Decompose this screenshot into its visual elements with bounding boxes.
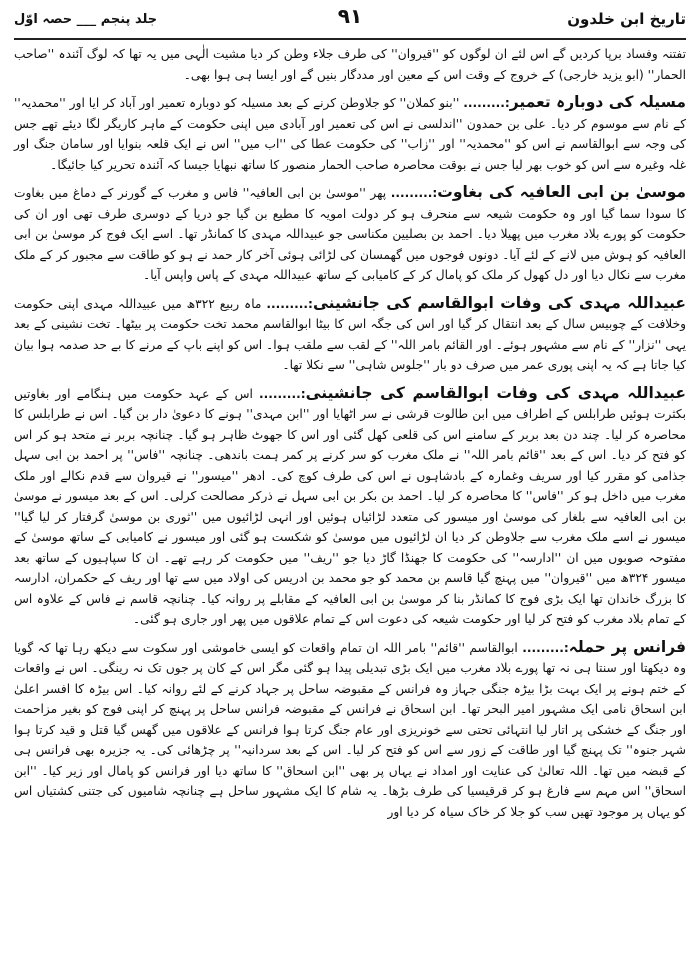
page-body (10, 40, 690, 822)
paragraph-text: ''بنو کملان'' کو جلاوطن کرنے کے بعد مسیلہ کو دوبارہ تعمیر اور آباد کر ایا اور ''محمدیہ'' کے نام سے موسوم کر دیا۔ علی بن حمدون ''اندلسی نے اس کی تعمیر اور آبادی میں اپنی حکومت کے ماہر کاریگر لگا دیئے تھے جس کی وجہ سے ابوالقاسم نے اس کو ''محمدیہ'' اور ''زاب'' کی حکومت عطا کی ''اب میں'' اس نے ایک قلعہ بنوایا اور سامان جنگ اور غلہ وغیرہ سے اس کو خوب بھر لیا جس نے بوقت محاصرہ صاحب الحمار منصور کا ساتھ نبھایا جیسا کہ آئندہ تحریر کیا جائیگا۔ (14, 96, 686, 172)
section-heading: فرانس پر حملہ (568, 637, 686, 656)
paragraph-text: ماہ ربیع ۳۲۲ھ میں عبیداللہ مہدی اپنی حکومت وخلافت کے چوبیس سال کے بعد انتقال کر گیا اور اس کی جگہ اس کا بیٹا ابوالقاسم محمد تخت حکومت پر بیٹھا۔ تخت نشینی کے بعد یہی ''نزار'' کے نام سے مشہور ہوئے۔ اور القائم بامر اللہ'' کے لقب سے ملقب ہوا۔ اس کو اپنے باپ کے مرنے کا بے حد صدمہ ہوا بیان کیا جاتا ہے کہ یہ اپنی پوری عمر میں صرف دو بار ''جلوس شاہی'' سے نکلا تھا۔ (14, 296, 686, 372)
paragraph-text: ابوالقاسم ''قائم'' بامر اللہ ان تمام واقعات کو ایسی خاموشی اور سکوت سے دیکھ رہا تھا کہ گویا وہ دیکھتا اور سنتا ہی نہ تھا پورے بلاد مغرب میں ایک بڑی تبدیلی پیدا ہو گئی مگر اس کے کان پر جوں تک نہ رینگی۔ اس نے واقعات کے ختم ہونے پر ایک بہت بڑا بیڑہ جنگی جہاز وہ فرانس کے مقبوضہ ساحل پر جہاد کرنے کے لئے روانہ کیا۔ اس بیڑہ کا افسر اعلیٰ ابن اسحاق نامی ایک مشہور امیر البحر تھا۔ ابن اسحاق نے فرانس کے مقبوضہ فرانس ساحل پر پہنچ کر اپنی فوج کو بغیر مزاحمت اور جنگ کے خشکی پر اتار لیا انتہائی تحتی سے خونریزی اور عام جنگ کرتا ہوا فرانس کے علاقوں میں گھس گیا قتل و قید کرتا ہوا شہر جنوہ'' تک پہنچ گیا اور طاقت کے زور سے اس کو فتح کر لیا۔ اس کے بعد سردانیہ'' پر چڑھائی کی۔ یہ جزیرہ بھی فرانس ہی کے قبضہ میں تھا۔ اللہ تعالیٰ کی عنایت اور امداد نے یہاں پر بھی ''ابن اسحاق'' کا ساتھ دیا اور فرانس کو پامال اور زیر کیا۔ ''ابن اسحاق'' اس مہم سے فارغ ہو کر قرقیسیا کی طرف بڑھا۔ یہ شام کا ایک مشہور ساحل ہے چنانچہ شامیوں کی جتنی کشتیاں اس کو یہاں پر موجود تھیں سب کو جلا کر خاک سیاہ کر دیا اور (14, 640, 686, 819)
paragraph-text: پھر ''موسیٰ بن ابی العافیہ'' فاس و مغرب کے گورنر کے دماغ میں بغاوت کا سودا سما گیا اور وہ حکومت شیعہ سے منحرف ہو کر دولت امویہ کا مطیع بن گیا جو دریا کے دوسری طرف تھی اور ان کی حکومت کو پورے بلاد مغرب میں پھیلا دیا۔ احمد بن بصلیین مکناسی جو عبیداللہ مہدی کا کمانڈر تھا۔ اسے ایک فوج کر موسیٰ بن ابی العافیہ کو ہوش میں لانے کے لئے آیا۔ دونوں فوجوں میں گھمسان کی لڑائی ہوئی آخر کار حمد نے ہو کو طاقت سے مجبور کر کے ملک مغرب سے نکال دیا اور دل کھول کر ملک کو پامال کر کے کامیابی کے ساتھ عبیداللہ مہدی کے پاس واپس آیا۔ (14, 186, 686, 282)
heading-separator: :......... (259, 386, 306, 401)
paragraph (14, 92, 686, 175)
book-title: تاریخ ابن خلدون (567, 10, 686, 28)
heading-separator: :......... (266, 296, 313, 311)
paragraph-text: اس کے عہد حکومت میں ہنگامے اور بغاوتیں بکثرت ہوئیں طرابلس کے اطراف میں ابن طالوت قرشی نے سر اٹھایا اور ''ابن مہدی'' ہونے کا دعویٰ دار بن گیا۔ اس نے طرابلس کا محاصرہ کر لیا۔ چند دن بعد بربر کے سامنے اس کی قلعی کھل گئی اور اس کا جھوٹ ظاہر ہو گیا۔ چنانچہ بربر نے متحد ہو کر اس کو فتح کر دیا۔ اس کے بعد ''قائم بامر اللہ'' نے ملک مغرب کو سر کرنے پر کمر ہمت باندھی۔ چنانچہ ''فاس'' پر احمد بن ابی سہل جذامی کو مقرر کیا اور سریف وغمارہ کے بادشاہوں نے اس کی طرف کوچ کی۔ ادھر ''میسور'' نے قیروان سے قدم نکالے اور ملک مغرب میں داخل ہو کر ''فاس'' کا محاصرہ کر لیا۔ احمد بن بکر بن ابی سہل نے ذرکر مصالحت کرلی۔ اس کے بعد میسور نے موسیٰ بن ابی العافیہ سے بلغار کی موسیٰ اور میسور کی متعدد لڑائیاں ہوئیں اور انہی لڑائیوں میں ''ثوری بن موسیٰ گرفتار کر لیا گیا'' میسور نے اسے ملک مغرب سے جلاوطن کر دیا ان لڑائیوں میں موسیٰ کو شکست ہو گئی اور میسور نے کامیابی کے ساتھ موسیٰ کے مفتوحہ صوبوں میں ان ''ادارسہ'' کی حکومت کا جھنڈا گاڑ دیا جو ''ریف'' میں حکومت کر رہے تھے۔ ان کا سپاہیوں کے ساتھ بعد میسور ۳۲۴ھ میں ''قیروان'' میں پہنچ گیا قاسم بن محمد کو جو محمد بن ادریس کی اولاد میں سے تھا اور ریف کے حکمران، ادارسہ کا بزرگ خاندان تھا ایک بڑی فوج کا کمانڈر بنا کر موسیٰ بن ابی العافیہ کے مقابلے پر روانہ کیا۔ چنانچہ قاسم نے فاس کے علاوہ اس کے تمام بلاد مغرب کو فتح کر لیا اور حکومت شیعہ کی دعوت اس کے تمام علاقوں میں پھر اور جاری ہو گئی۔ (14, 386, 686, 626)
paragraph (14, 293, 686, 376)
heading-separator: :......... (522, 640, 569, 655)
paragraph (14, 182, 686, 286)
heading-separator: :......... (463, 96, 510, 110)
section-heading: موسیٰ بن ابی العافیہ کی بغاوت (437, 183, 687, 201)
volume-label: جلد پنجم ___ حصہ اوّل (14, 11, 158, 27)
section-heading: عبیداللہ مہدی کی وفات ابوالقاسم کی جانشینی (305, 383, 686, 402)
section-heading: عبیداللہ مہدی کی وفات ابوالقاسم کی جانشینی (312, 293, 686, 312)
page-number: ۹۱ (337, 4, 363, 28)
paragraph (14, 383, 686, 630)
paragraph-text: تفتنہ وفساد برپا کردیں گے اس لئے ان لوگوں کو ''قیروان'' کی طرف جلاء وطن کر دیا مشیت الٰہی میں یہ تھا کہ لوگ آئندہ ''صاحب الحمار'' (ابو یزید خارجی) کے خروج کے وقت اس کے معین اور مددگار بنیں گے اور ایسا ہی ہوا بھی۔ (14, 47, 686, 82)
paragraph (14, 637, 686, 823)
paragraph (14, 44, 686, 85)
page-header (14, 0, 686, 40)
heading-separator: :......... (390, 186, 438, 200)
section-heading: مسیلہ کی دوبارہ تعمیر (509, 93, 686, 111)
